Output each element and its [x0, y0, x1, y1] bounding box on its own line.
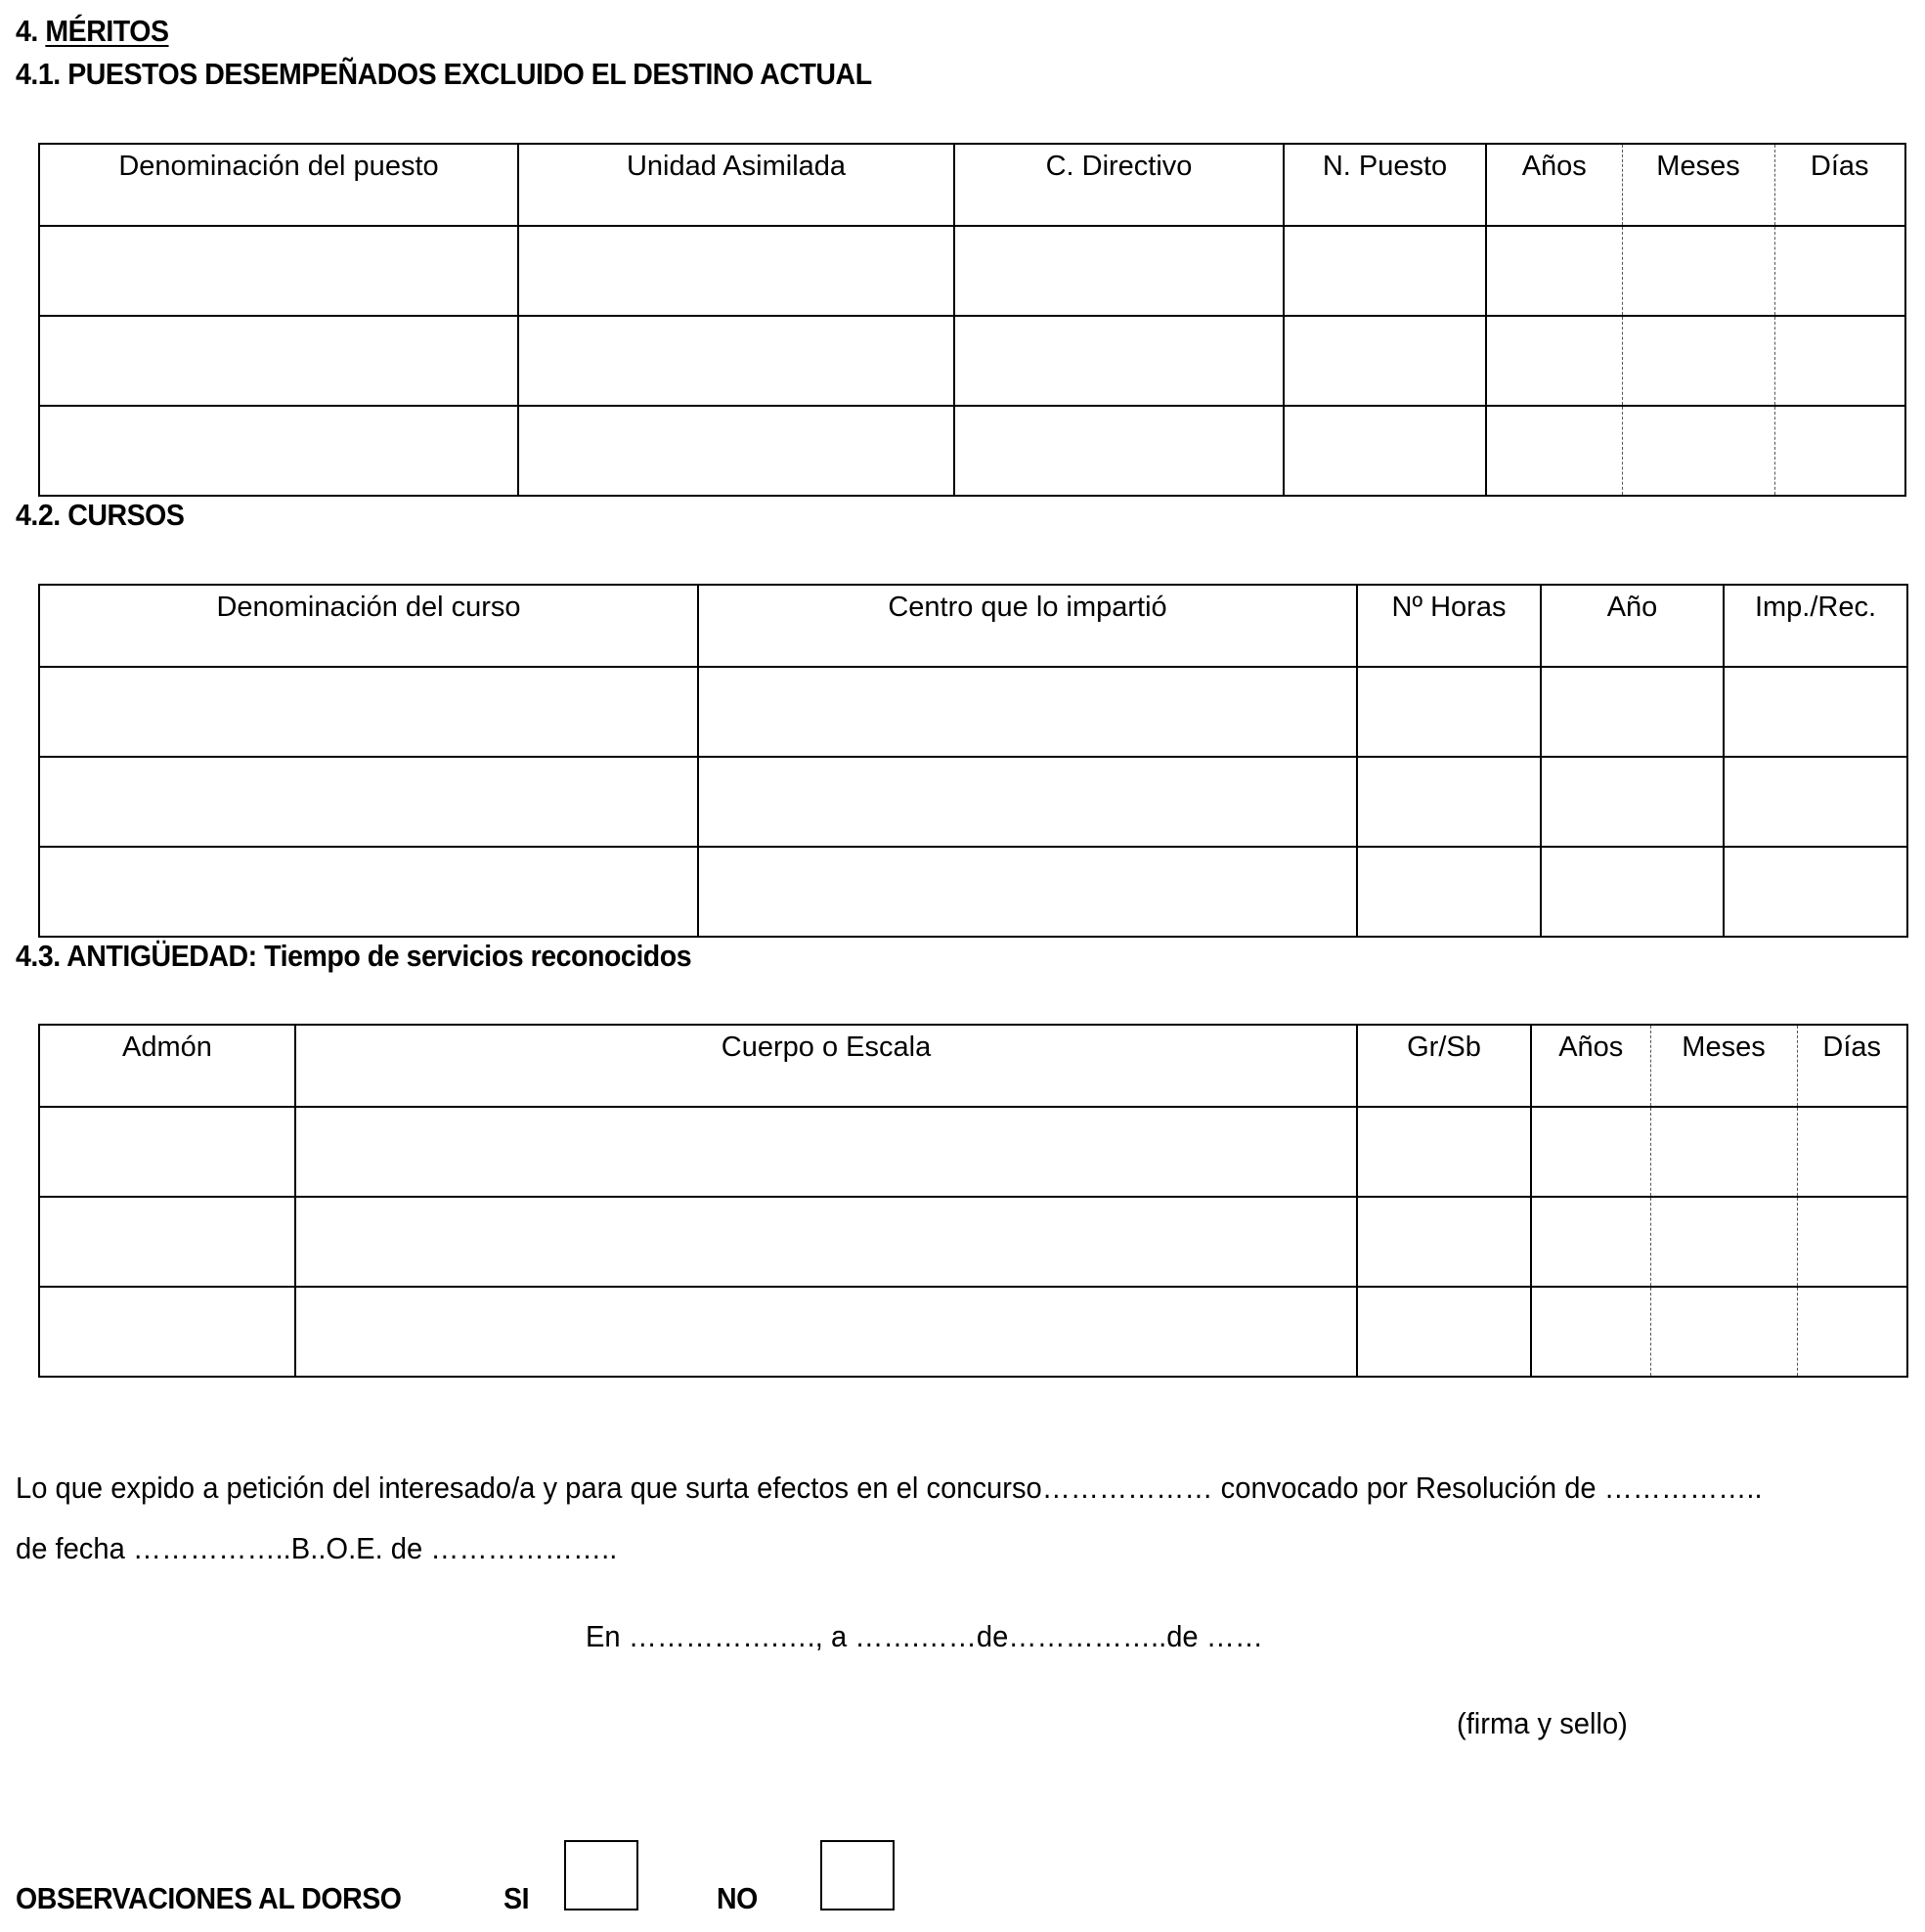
table-cell[interactable] [1797, 1107, 1907, 1197]
antiguedad-header-row [39, 1025, 1907, 1107]
si-label: SI [503, 1881, 530, 1915]
col-ano: Año [1541, 585, 1724, 667]
table-cell[interactable] [1650, 1107, 1797, 1197]
table-row [39, 847, 1907, 937]
col-centro: Centro que lo impartió [698, 585, 1357, 667]
puestos-heading: 4.1. PUESTOS DESEMPEÑADOS EXCLUIDO EL DESTINO ACTUAL [16, 57, 872, 91]
col-denominacion-curso: Denominación del curso [39, 585, 698, 667]
table-cell[interactable] [1357, 1287, 1531, 1377]
table-cell[interactable] [954, 406, 1284, 496]
table-row [39, 1197, 1907, 1287]
table-cell[interactable] [1541, 847, 1724, 937]
table-cell[interactable] [39, 757, 698, 847]
certification-line-1: Lo que expido a petición del interesado/a y para que surta efectos en el concurso……………… convocado por Resolución de …………….. [16, 1471, 1763, 1505]
puestos-table [38, 143, 1906, 497]
col-c-directivo: C. Directivo [954, 144, 1284, 226]
table-cell[interactable] [1357, 757, 1541, 847]
table-cell[interactable] [1774, 226, 1905, 316]
table-cell[interactable] [1724, 757, 1907, 847]
table-cell[interactable] [39, 1107, 295, 1197]
no-label: NO [717, 1881, 758, 1915]
table-cell[interactable] [518, 226, 954, 316]
table-cell[interactable] [1357, 1197, 1531, 1287]
signature-label: (firma y sello) [1457, 1706, 1628, 1740]
table-cell[interactable] [954, 226, 1284, 316]
section-title-text: MÉRITOS [45, 14, 169, 48]
table-cell[interactable] [1357, 847, 1541, 937]
table-cell[interactable] [295, 1197, 1357, 1287]
table-cell[interactable] [1357, 667, 1541, 757]
table-cell[interactable] [1531, 1107, 1650, 1197]
table-cell[interactable] [39, 847, 698, 937]
table-cell[interactable] [518, 406, 954, 496]
table-cell[interactable] [39, 406, 518, 496]
table-cell[interactable] [1531, 1197, 1650, 1287]
col-dias: Días [1797, 1025, 1907, 1107]
antiguedad-heading: 4.3. ANTIGÜEDAD: Tiempo de servicios reconocidos [16, 939, 692, 973]
table-cell[interactable] [1774, 316, 1905, 406]
table-cell[interactable] [1650, 1197, 1797, 1287]
col-anos: Años [1531, 1025, 1650, 1107]
col-anos: Años [1486, 144, 1622, 226]
table-cell[interactable] [698, 757, 1357, 847]
table-cell[interactable] [1622, 226, 1774, 316]
table-cell[interactable] [1541, 757, 1724, 847]
table-cell[interactable] [1284, 316, 1486, 406]
table-cell[interactable] [518, 316, 954, 406]
table-cell[interactable] [954, 316, 1284, 406]
observaciones-label: OBSERVACIONES AL DORSO [16, 1881, 402, 1915]
table-cell[interactable] [1724, 667, 1907, 757]
puestos-header-row [39, 144, 1905, 226]
table-cell[interactable] [1531, 1287, 1650, 1377]
table-cell[interactable] [39, 316, 518, 406]
col-n-puesto: N. Puesto [1284, 144, 1486, 226]
table-cell[interactable] [1284, 406, 1486, 496]
table-cell[interactable] [1486, 226, 1622, 316]
table-cell[interactable] [1486, 316, 1622, 406]
table-cell[interactable] [39, 1197, 295, 1287]
table-cell[interactable] [1622, 316, 1774, 406]
section-number: 4. [16, 14, 38, 48]
col-n-horas: Nº Horas [1357, 585, 1541, 667]
col-unidad-asimilada: Unidad Asimilada [518, 144, 954, 226]
table-row [39, 316, 1905, 406]
table-cell[interactable] [1724, 847, 1907, 937]
table-cell[interactable] [1357, 1107, 1531, 1197]
certification-line-2: de fecha ……………..B..O.E. de ……………….. [16, 1531, 618, 1565]
table-cell[interactable] [1650, 1287, 1797, 1377]
table-row [39, 226, 1905, 316]
table-cell[interactable] [1541, 667, 1724, 757]
table-cell[interactable] [1486, 406, 1622, 496]
table-cell[interactable] [295, 1287, 1357, 1377]
col-dias: Días [1774, 144, 1905, 226]
table-cell[interactable] [1797, 1287, 1907, 1377]
antiguedad-table [38, 1024, 1908, 1378]
col-imp-rec: Imp./Rec. [1724, 585, 1907, 667]
table-cell[interactable] [295, 1107, 1357, 1197]
table-cell[interactable] [1797, 1197, 1907, 1287]
table-cell[interactable] [698, 847, 1357, 937]
col-admon: Admón [39, 1025, 295, 1107]
table-cell[interactable] [39, 667, 698, 757]
col-denominacion-puesto: Denominación del puesto [39, 144, 518, 226]
table-cell[interactable] [1284, 226, 1486, 316]
table-row [39, 1287, 1907, 1377]
table-row [39, 667, 1907, 757]
section-title [16, 14, 169, 49]
si-checkbox[interactable] [564, 1840, 638, 1910]
col-meses: Meses [1622, 144, 1774, 226]
table-row [39, 406, 1905, 496]
col-cuerpo-escala: Cuerpo o Escala [295, 1025, 1357, 1107]
cursos-table [38, 584, 1908, 938]
table-cell[interactable] [1622, 406, 1774, 496]
cursos-header-row [39, 585, 1907, 667]
cursos-heading: 4.2. CURSOS [16, 498, 185, 532]
table-row [39, 1107, 1907, 1197]
table-cell[interactable] [39, 1287, 295, 1377]
table-row [39, 757, 1907, 847]
table-cell[interactable] [1774, 406, 1905, 496]
col-meses: Meses [1650, 1025, 1797, 1107]
place-date-line: En …………….…., a …….……de……………..de …… [586, 1619, 1264, 1653]
col-gr-sb: Gr/Sb [1357, 1025, 1531, 1107]
table-cell[interactable] [698, 667, 1357, 757]
no-checkbox[interactable] [820, 1840, 895, 1910]
table-cell[interactable] [39, 226, 518, 316]
